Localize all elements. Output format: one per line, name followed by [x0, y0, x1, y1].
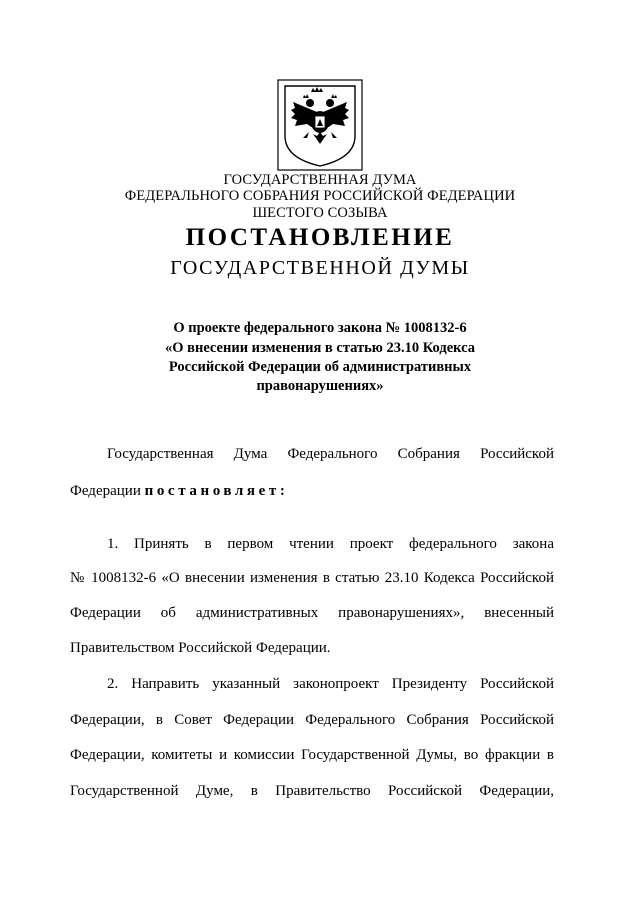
paragraph-1-line-3: Федерации об административных правонарушениях», внесенный	[70, 605, 554, 621]
convocation-line: ШЕСТОГО СОЗЫВА	[252, 205, 388, 221]
paragraph-2-line-3: Федерации, комитеты и комиссии Государственной Думы, во фракции в	[70, 747, 554, 763]
subject-line-2: «О внесении изменения в статью 23.10 Кодекса	[164, 340, 475, 356]
org-name-line-2: ФЕДЕРАЛЬНОГО СОБРАНИЯ РОССИЙСКОЙ ФЕДЕРАЦИИ	[124, 188, 516, 204]
subject-line-4: правонарушениях»	[256, 378, 384, 394]
subject-line-3: Российской Федерации об административных	[168, 359, 472, 375]
paragraph-2-line-2: Федерации, в Совет Федерации Федерального Собрания Российской	[70, 712, 554, 728]
paragraph-2-line-1: 2. Направить указанный законопроект Президенту Российской	[107, 676, 554, 692]
subject-line-1: О проекте федерального закона № 1008132-6	[173, 320, 467, 336]
preamble-verb: постановляет:	[144, 483, 289, 499]
document-type-title: ПОСТАНОВЛЕНИЕ	[185, 224, 455, 251]
org-name-line-1: ГОСУДАРСТВЕННАЯ ДУМА	[223, 172, 417, 188]
preamble-text: Федерации	[70, 483, 141, 499]
preamble-line-1: Государственная Дума Федерального Собрания Российской	[107, 446, 554, 462]
preamble-line-2	[70, 482, 554, 500]
paragraph-1-line-1: 1. Принять в первом чтении проект федерального закона	[107, 536, 554, 552]
coat-of-arms-icon	[273, 78, 367, 172]
paragraph-1-line-2: № 1008132-6 «О внесении изменения в статью 23.10 Кодекса Российской	[70, 570, 554, 586]
paragraph-2-line-4: Государственной Думе, в Правительство Российской Федерации,	[70, 783, 554, 799]
document-issuer-title: ГОСУДАРСТВЕННОЙ ДУМЫ	[170, 257, 470, 279]
paragraph-1-line-4: Правительством Российской Федерации.	[70, 640, 331, 656]
